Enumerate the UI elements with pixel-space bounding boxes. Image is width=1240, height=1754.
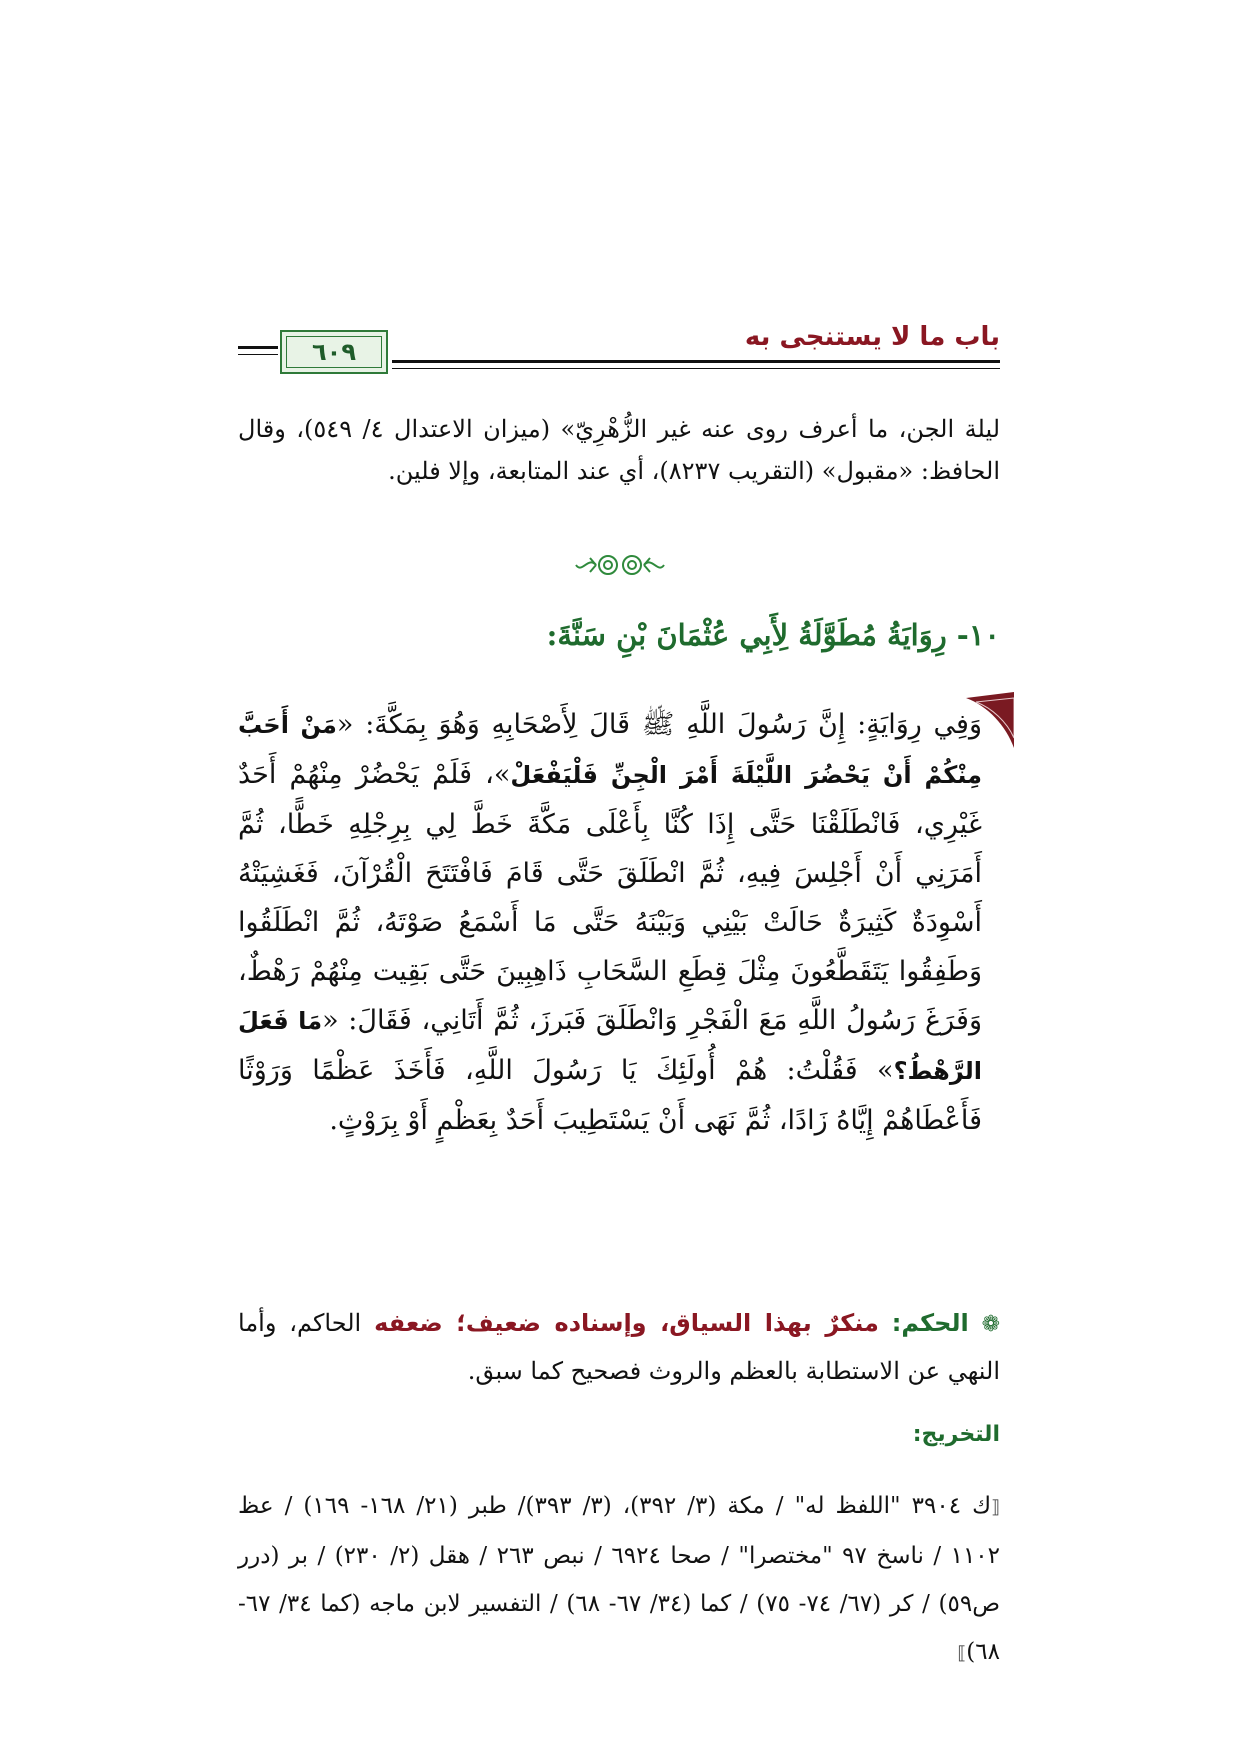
takhrij-sources: ك ٣٩٠٤ "اللفظ له" / مكة (٣/ ٣٩٢)، (٣/ ٣٩٣)/ طبر (٢١/ ١٦٨- ١٦٩) / عظ ١١٠٢ / ناسخ ٩٧ "مختصرا" / صحا ٦٩٢٤ / نبص ٢٦٣ / هقل (٢/ ٢٣٠) / بر (درر ص٥٩) / كر (٦٧/ ٧٤- ٧٥) / كما (٣٤/ ٦٧- ٦٨) / التفسير لابن ماجه (كما ٣٤/ ٦٧- ٦٨)	[238, 1493, 1001, 1665]
hadith-quote-1: مَنْ أَحَبَّ مِنْكُمْ أَنْ يَحْضُرَ اللَّيْلَةَ أَمْرَ الْجِنِّ فَلْيَفْعَلْ	[238, 711, 982, 789]
ruling-rest: الحاكم، وأما النهي عن الاستطابة بالعظم والروث فصحيح كما سبق.	[238, 1309, 1000, 1385]
hadith-part-3: » فَقُلْتُ: هُمْ أُولَئِكَ يَا رَسُولَ اللَّهِ، فَأَخَذَ عَظْمًا وَرَوْثًا فَأَعْطَاهُمْ إِيَّاهُ زَادًا، ثُمَّ نَهَى أَنْ يَسْتَطِيبَ أَحَدٌ بِعَظْمٍ أَوْ بِرَوْثٍ.	[238, 1055, 982, 1136]
page-number-badge	[280, 330, 388, 374]
footnote-continuation: ليلة الجن، ما أعرف روى عنه غير الزُّهْرِيّ» (ميزان الاعتدال ٤/ ٥٤٩)، وقال الحافظ: «مقبول» (التقريب ٨٢٣٧)، أي عند المتابعة، وإلا فلين.	[238, 415, 1001, 485]
hadith-text	[238, 700, 982, 1145]
open-bracket-icon: ⟦	[991, 1497, 1000, 1518]
divider-ornament-icon	[574, 548, 666, 582]
section-heading: ١٠- رِوَايَةُ مُطَوَّلَةُ لِأَبِي عُثْمَانَ بْنِ سَنَّةَ:	[546, 618, 1000, 652]
flower-ornament-icon: ❁	[981, 1312, 1000, 1337]
header-rule-left-thin	[238, 354, 278, 355]
hadith-part-2: »، فَلَمْ يَحْضُرْ مِنْهُمْ أَحَدٌ غَيْرِي، فَانْطَلَقْنَا حَتَّى إِذَا كُنَّا بِأَعْلَى مَكَّةَ خَطَّ لِي بِرِجْلِهِ خَطًّا، ثُمَّ أَمَرَنِي أَنْ أَجْلِسَ فِيهِ، ثُمَّ انْطَلَقَ حَتَّى قَامَ فَافْتَتَحَ الْقُرْآنَ، فَغَشِيَتْهُ أَسْوِدَةٌ كَثِيرَةٌ حَالَتْ بَيْنِي وَبَيْنَهُ حَتَّى مَا أَسْمَعُ صَوْتَهُ، ثُمَّ انْطَلَقُوا وَطَفِقُوا يَتَقَطَّعُونَ مِثْلَ قِطَعِ السَّحَابِ ذَاهِبِينَ حَتَّى بَقِيت مِنْهُمْ رَهْطٌ، وَفَرَغَ رَسُولُ اللَّهِ مَعَ الْفَجْرِ وَانْطَلَقَ فَبَرزَ، ثُمَّ أَتَانِي، فَقَالَ: «	[238, 759, 982, 1036]
takhrij-heading: التخريج:	[912, 1422, 1000, 1447]
hadith-quote-2: مَا فَعَلَ الرَّهْطُ؟	[238, 1007, 982, 1085]
page-number: ٦٠٩	[312, 338, 356, 366]
header-rule-left	[238, 346, 278, 349]
close-bracket-icon: ⟧	[957, 1643, 967, 1664]
ruling-verdict: منكرٌ بهذا السياق، وإسناده ضعيف؛ ضعفه	[374, 1309, 879, 1337]
header-rule	[392, 360, 1000, 363]
hadith-block	[238, 700, 1000, 1288]
ruling-label: الحكم:	[891, 1309, 969, 1337]
page-header	[238, 318, 1000, 378]
header-rule-thin	[392, 368, 1000, 369]
takhrij-text	[238, 1482, 1000, 1678]
hadith-part-1: وَفِي رِوَايَةٍ: إِنَّ رَسُولَ اللَّهِ ﷺ قَالَ لِأَصْحَابِهِ وَهُوَ بِمَكَّةَ: «	[336, 709, 982, 740]
ruling-paragraph	[238, 1300, 1000, 1394]
chapter-title: باب ما لا يستنجى به	[744, 322, 1000, 352]
